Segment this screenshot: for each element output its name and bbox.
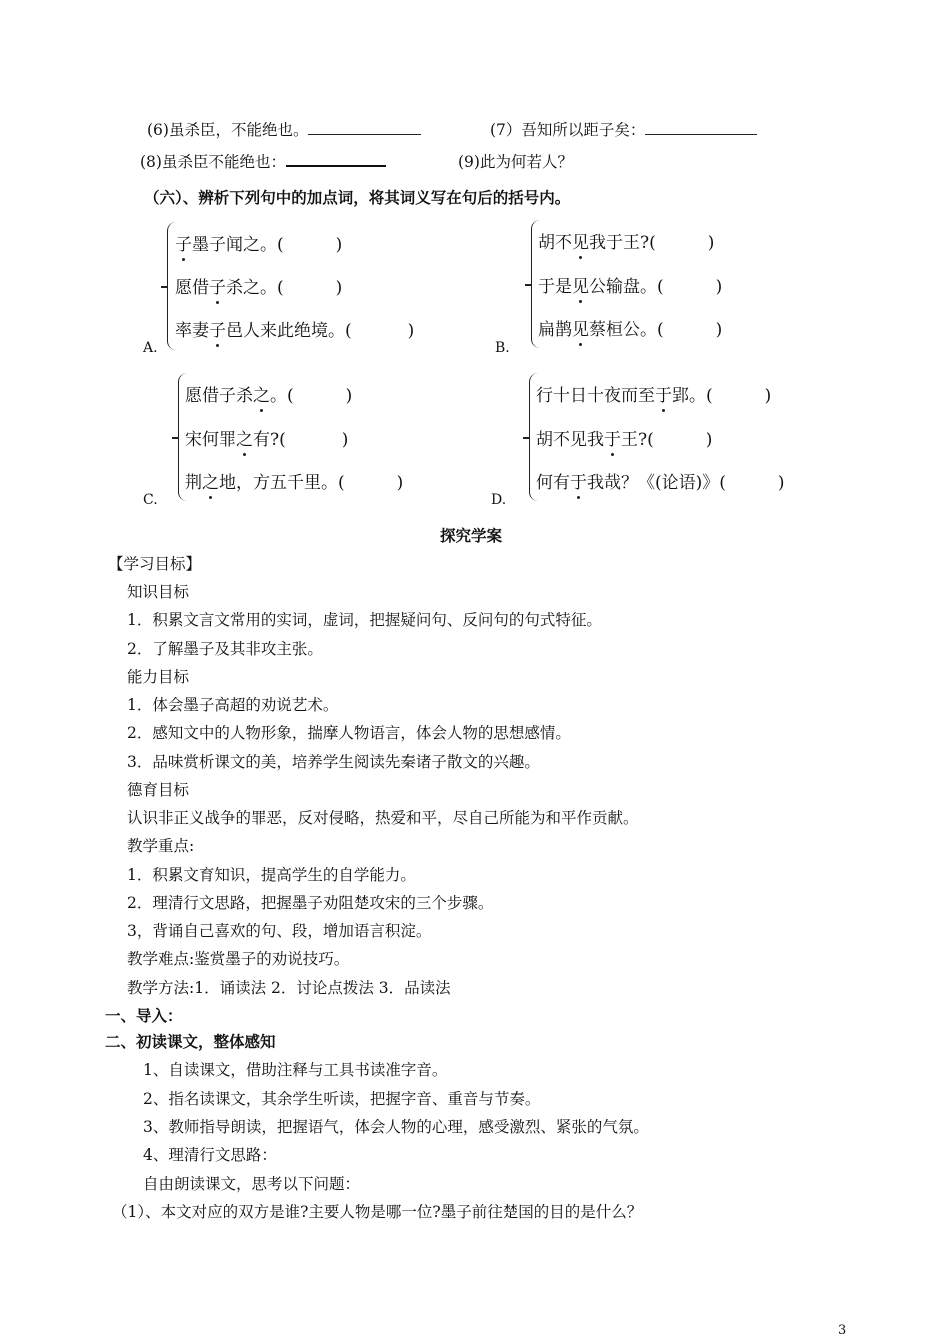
group-b-line-3: 扁鹊见蔡桓公。( ) <box>538 320 723 340</box>
key-item-2: 2．理清行文思路，把握墨子劝阻楚攻宋的三个步骤。 <box>127 894 494 912</box>
section-6-heading: （六）、辨析下列句中的加点词，将其词义写在句后的括号内。 <box>144 188 571 207</box>
item-7-text: (7）吾知所以距子矣： <box>490 121 646 139</box>
ability-item-3: 3．品味赏析课文的美，培养学生阅读先秦诸子散文的兴趣。 <box>127 753 540 771</box>
item-6 <box>147 118 421 140</box>
page-number: 3 <box>838 1323 847 1338</box>
knowledge-item-1: 1．积累文言文常用的实词，虚词，把握疑问句、反问句的句式特征。 <box>127 611 602 629</box>
group-b-line-1: 胡不见我于王?( ) <box>538 233 715 253</box>
answer-blank[interactable] <box>286 151 386 167</box>
group-d-line-2: 胡不见我于王?( ) <box>536 430 713 450</box>
moral-text: 认识非正义战争的罪恶，反对侵略，热爱和平，尽自己所能为和平作贡献。 <box>127 809 639 827</box>
moral-heading: 德育目标 <box>127 781 190 799</box>
ability-item-2: 2．感知文中的人物形象，揣摩人物语言，体会人物的思想感情。 <box>127 724 571 742</box>
group-a-line-2: 愿借子杀之。( ) <box>175 278 343 298</box>
item-7 <box>490 118 757 140</box>
option-a-label: A. <box>143 340 158 356</box>
key-item-3: 3，背诵自己喜欢的句、段，增加语言积淀。 <box>127 922 432 940</box>
group-a-line-1: 子墨子闻之。( ) <box>175 235 343 255</box>
step-1: 1、自读课文，借助注释与工具书读准字音。 <box>143 1061 448 1079</box>
item-9-text: (9)此为何若人？ <box>458 153 573 171</box>
step-4: 4、理清行文思路： <box>143 1146 277 1164</box>
key-item-1: 1．积累文育知识，提高学生的自学能力。 <box>127 866 416 884</box>
group-d-line-3: 何有于我哉？《(论语)》( ) <box>536 473 785 493</box>
ability-item-1: 1．体会墨子高超的劝说艺术。 <box>127 696 339 714</box>
answer-blank[interactable] <box>308 120 421 135</box>
group-c-line-3: 荆之地，方五千里。( ) <box>185 473 404 493</box>
answer-blank[interactable] <box>645 120 757 135</box>
part-2-heading: 二、初读课文，整体感知 <box>105 1032 276 1051</box>
item-9 <box>458 150 573 172</box>
method-text: 教学方法:1．诵读法 2．讨论点拨法 3．品读法 <box>127 979 451 997</box>
group-c-line-2: 宋何罪之有?( ) <box>185 430 349 450</box>
explore-title: 探究学案 <box>440 526 503 545</box>
step-5: 自由朗读课文，思考以下问题： <box>143 1175 361 1193</box>
ability-heading: 能力目标 <box>127 668 190 686</box>
knowledge-item-2: 2．了解墨子及其非攻主张。 <box>127 640 323 658</box>
step-2: 2、指名读课文，其余学生听读，把握字音、重音与节奏。 <box>143 1090 541 1108</box>
item-8 <box>140 150 386 172</box>
option-b-label: B. <box>495 340 510 356</box>
part-1-heading: 一、导入： <box>105 1006 183 1025</box>
option-c-label: C. <box>143 492 158 508</box>
item-6-text: (6)虽杀臣，不能绝也。 <box>147 121 309 139</box>
group-d-line-1: 行十日十夜而至于郢。( ) <box>536 386 772 406</box>
item-8-text: (8)虽杀臣不能绝也： <box>140 153 286 171</box>
step-3: 3、教师指导朗读，把握语气，体会人物的心理，感受激烈、紧张的气氛。 <box>143 1118 649 1136</box>
group-b-line-2: 于是见公输盘。( ) <box>538 277 723 297</box>
objectives-heading: 【学习目标】 <box>108 555 202 573</box>
key-heading: 教学重点: <box>127 837 195 855</box>
group-a-line-3: 率妻子邑人来此绝境。( ) <box>175 321 415 341</box>
option-d-label: D. <box>491 492 507 508</box>
difficulty-text: 教学难点:鉴赏墨子的劝说技巧。 <box>127 950 350 968</box>
group-c-line-1: 愿借子杀之。( ) <box>185 386 353 406</box>
question-1: （1）、本文对应的双方是谁?主要人物是哪一位?墨子前往楚国的目的是什么？ <box>112 1203 643 1221</box>
knowledge-heading: 知识目标 <box>127 583 190 601</box>
